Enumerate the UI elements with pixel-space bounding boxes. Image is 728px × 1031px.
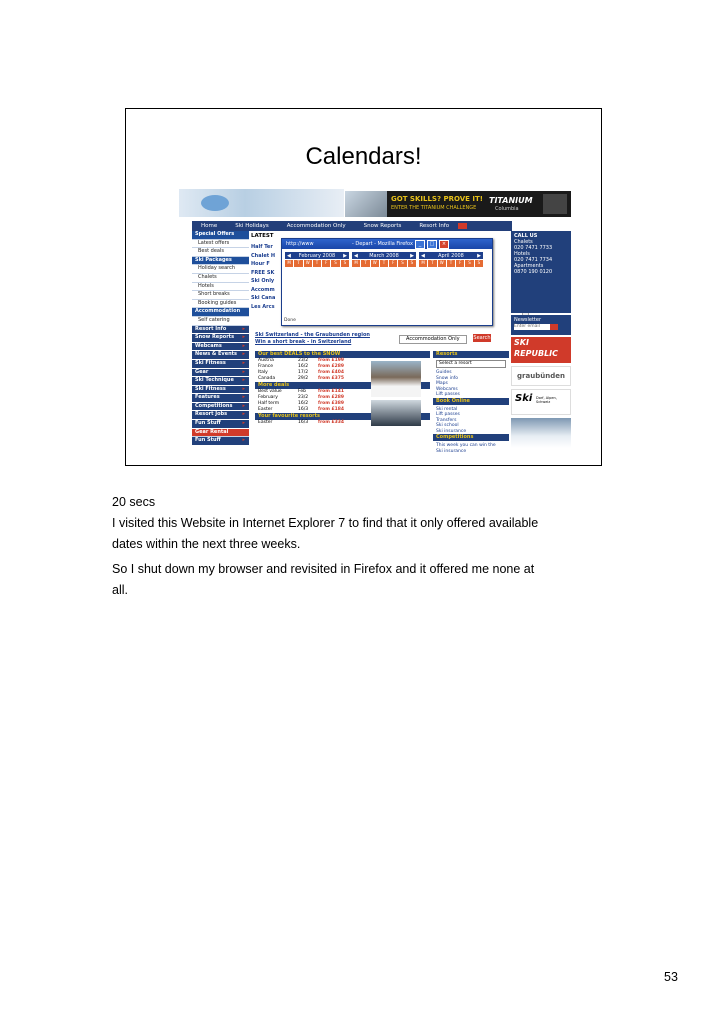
offer-link[interactable]: FREE SK: [251, 269, 275, 276]
calendar-day-cell[interactable]: [465, 268, 473, 275]
deal-place: Best value: [258, 389, 282, 394]
calendar-day-cell[interactable]: [371, 298, 379, 305]
calendar-day-cell[interactable]: [408, 290, 416, 297]
calendar-day-cell[interactable]: [398, 283, 406, 290]
weekday-label: T: [361, 260, 369, 267]
calendar-day-cell[interactable]: [447, 275, 455, 282]
weekday-label: M: [285, 260, 293, 267]
offer-link[interactable]: Ski Only: [251, 278, 275, 284]
calendar-day-cell[interactable]: [313, 268, 321, 275]
slide-frame: [125, 108, 602, 466]
calendar-day-cell[interactable]: [438, 298, 446, 305]
resort-link[interactable]: Guides: [436, 370, 452, 375]
calendar-month: [419, 252, 483, 304]
leftnav-item[interactable]: Booking guides: [192, 300, 249, 309]
leftnav-item[interactable]: Latest offers: [192, 240, 249, 249]
ski-dorf-ad[interactable]: [511, 389, 571, 415]
calendar-month: [352, 252, 416, 304]
calendar-day-cell[interactable]: [285, 298, 293, 305]
calendar-day-cell[interactable]: [380, 283, 388, 290]
offer-link[interactable]: Accomm: [251, 286, 275, 293]
weekday-label: S: [475, 260, 483, 267]
deal-place: February: [258, 395, 278, 400]
calendar-grid: [419, 260, 483, 304]
leftnav-item[interactable]: Accommodation: [192, 308, 249, 317]
calendar-day-cell[interactable]: [313, 275, 321, 282]
leftnav-item[interactable]: Holiday search: [192, 265, 249, 274]
weekday-label: T: [294, 260, 302, 267]
prev-month-icon[interactable]: ◀: [421, 252, 425, 259]
call-line: 020 7471 7734: [514, 257, 553, 263]
leftnav-item[interactable]: Best deals: [192, 248, 249, 257]
calendar-day-cell[interactable]: [408, 275, 416, 282]
leftnav-item[interactable]: Gear Rental: [192, 429, 249, 438]
calendar-day-cell[interactable]: [456, 283, 464, 290]
calendar-day-cell[interactable]: [285, 290, 293, 297]
site-logo: [179, 189, 344, 217]
book-online-header: Book Online: [433, 398, 509, 405]
resort-links: [433, 370, 509, 398]
maximize-icon[interactable]: □: [427, 240, 437, 249]
call-line: 020 7471 7733: [514, 245, 553, 251]
calendar-day-cell[interactable]: [438, 290, 446, 297]
favourite-resorts-header: Your favourite resorts: [255, 413, 430, 420]
switzerland-link[interactable]: Ski Switzerland - the Graubunden region: [255, 332, 370, 338]
call-us-box: [511, 231, 571, 313]
weekday-label: F: [456, 260, 464, 267]
chalet-photo: [371, 361, 421, 397]
leftnav-item[interactable]: Self catering: [192, 317, 249, 326]
graubunden-ad[interactable]: graubünden: [511, 366, 571, 386]
call-line: Chalets: [514, 239, 533, 245]
close-icon[interactable]: ×: [439, 240, 449, 249]
calendar-day-cell[interactable]: [352, 290, 360, 297]
call-us-title: CALL US: [514, 233, 538, 239]
leftnav-item[interactable]: Resort Info ▸: [192, 326, 249, 335]
weekday-label: T: [313, 260, 321, 267]
book-links: [433, 407, 509, 435]
deal-price: from £389: [318, 401, 345, 406]
deal-date: Feb: [298, 389, 306, 394]
calendar-day-cell[interactable]: [361, 268, 369, 275]
flag-icon[interactable]: [458, 223, 467, 229]
deal-price: from £334: [318, 420, 345, 425]
ad-line: REPUBLIC: [514, 349, 559, 358]
deal-price: from £289: [318, 364, 345, 369]
ad-logo: Ski: [515, 393, 533, 404]
calendar-day-cell[interactable]: [389, 298, 397, 305]
calendar-day-cell[interactable]: [313, 283, 321, 290]
brand-mark-icon: [543, 194, 567, 214]
nav-resort-info[interactable]: Resort Info: [419, 223, 450, 229]
competition-text: This week you can win the: [436, 443, 496, 448]
weekday-label: S: [331, 260, 339, 267]
next-month-icon[interactable]: ▶: [343, 252, 347, 259]
calendar-day-cell[interactable]: [380, 268, 388, 275]
calendar-day-cell[interactable]: [294, 298, 302, 305]
calendar-day-cell[interactable]: [371, 275, 379, 282]
popup-status: Done: [284, 318, 296, 323]
weekday-label: W: [304, 260, 312, 267]
prev-month-icon[interactable]: ◀: [354, 252, 358, 259]
weekday-label: T: [428, 260, 436, 267]
calendar-day-cell[interactable]: [313, 290, 321, 297]
calendar-day-cell[interactable]: [361, 275, 369, 282]
calendar-day-cell[interactable]: [304, 283, 312, 290]
calendar-day-cell[interactable]: [322, 290, 330, 297]
offer-link[interactable]: Half Ter: [251, 244, 273, 250]
calendar-day-cell[interactable]: [294, 283, 302, 290]
calendar-header: [352, 252, 416, 259]
caption-line: So I shut down my browser and revisited in Firefox and it offered me none at: [112, 562, 535, 576]
calendar-day-cell[interactable]: [331, 275, 339, 282]
calendar-day-cell[interactable]: [322, 283, 330, 290]
calendar-day-cell[interactable]: [322, 268, 330, 275]
calendar-grid: [352, 260, 416, 304]
resort-link[interactable]: Lift passes: [436, 412, 460, 417]
switzerland-promo: [255, 332, 370, 346]
calendar-day-cell[interactable]: [341, 290, 349, 297]
calendar-day-cell[interactable]: [456, 290, 464, 297]
deal-date: 23/2: [298, 358, 309, 363]
leftnav-item[interactable]: Fun Stuff ▸: [192, 437, 249, 446]
calendar-day-cell[interactable]: [419, 283, 427, 290]
leftnav-item[interactable]: Ski Fitness ▸: [192, 360, 249, 369]
minimize-icon[interactable]: _: [415, 240, 425, 249]
calendar-day-cell[interactable]: [408, 268, 416, 275]
calendar-day-cell[interactable]: [380, 290, 388, 297]
calendar-day-cell[interactable]: [438, 275, 446, 282]
leftnav-item[interactable]: Chalets: [192, 274, 249, 283]
calendar-month: [285, 252, 349, 304]
deal-date: 16/2: [298, 401, 309, 406]
calendar-day-cell[interactable]: [398, 275, 406, 282]
calendar-day-cell[interactable]: [428, 283, 436, 290]
newsletter-email-input[interactable]: Enter email: [514, 324, 550, 330]
logo-mark-icon: [201, 195, 229, 211]
deal-date: 29/2: [298, 376, 309, 381]
popup-titlebar[interactable]: [282, 239, 492, 249]
banner-brand-sub: Columbia: [495, 206, 519, 212]
calendar-day-cell[interactable]: [331, 283, 339, 290]
caption-line: I visited this Website in Internet Explorer 7 to find that it only offered available: [112, 516, 539, 530]
calendar-day-cell[interactable]: [285, 275, 293, 282]
banner-brand: TITANIUM: [489, 196, 533, 205]
calendar-day-cell[interactable]: [389, 283, 397, 290]
leftnav-item[interactable]: Features ▸: [192, 394, 249, 403]
advert-banner[interactable]: [345, 191, 571, 217]
leftnav-item[interactable]: Ski Packages: [192, 257, 249, 266]
weekday-label: M: [419, 260, 427, 267]
deal-date: 16/3: [298, 420, 309, 425]
caption-line: all.: [112, 583, 128, 597]
calendar-day-cell[interactable]: [341, 283, 349, 290]
deals-header: Our best DEALS to the SNOW: [255, 351, 430, 358]
calendar-day-cell[interactable]: [456, 268, 464, 275]
calendar-day-cell[interactable]: [398, 268, 406, 275]
calendar-day-cell[interactable]: [428, 275, 436, 282]
calendar-day-cell[interactable]: [331, 298, 339, 305]
website-screenshot: [179, 189, 571, 454]
calendar-day-cell[interactable]: [389, 275, 397, 282]
weekday-label: W: [371, 260, 379, 267]
more-deals-header: More deals: [255, 382, 430, 389]
competition-link[interactable]: Ski insurance: [436, 448, 467, 454]
newsletter-label: Newsletter: [514, 317, 542, 323]
prev-month-icon[interactable]: ◀: [287, 252, 291, 259]
calendar-day-cell[interactable]: [465, 283, 473, 290]
weekday-label: W: [438, 260, 446, 267]
weekday-label: S: [465, 260, 473, 267]
deal-date: 23/2: [298, 395, 309, 400]
calendar-day-cell[interactable]: [294, 268, 302, 275]
weekday-label: T: [380, 260, 388, 267]
calendar-day-cell[interactable]: [341, 275, 349, 282]
resort-link[interactable]: Ski insurance: [436, 428, 467, 434]
newsletter-box: [511, 315, 571, 335]
deal-price: from £404: [318, 370, 345, 375]
calendar-day-cell[interactable]: [352, 275, 360, 282]
resort-link[interactable]: Transfers: [436, 417, 457, 423]
calendar-day-cell[interactable]: [447, 283, 455, 290]
weekday-label: F: [322, 260, 330, 267]
call-line: 0870 190 0120: [514, 269, 553, 275]
short-break-link[interactable]: Win a short break - in Switzerland: [255, 339, 352, 345]
calendar-day-cell[interactable]: [294, 290, 302, 297]
call-line: Apartments: [514, 263, 544, 269]
calendar-day-cell[interactable]: [398, 290, 406, 297]
calendar-day-cell[interactable]: [475, 283, 483, 290]
latest-links: [251, 243, 275, 311]
calendar-day-cell[interactable]: [475, 268, 483, 275]
deal-price: from £141: [318, 389, 345, 394]
leftnav-item[interactable]: Fun Stuff ▸: [192, 420, 249, 429]
calendar-day-cell[interactable]: [371, 290, 379, 297]
popup-url: http://www: [286, 241, 314, 247]
nav-accommodation-only[interactable]: Accommodation Only: [286, 223, 346, 229]
calendar-day-cell[interactable]: [352, 298, 360, 305]
calendar-header: [285, 252, 349, 259]
resort-select[interactable]: Select a resort: [436, 360, 506, 368]
calendar-day-cell[interactable]: [475, 298, 483, 305]
calendar-day-cell[interactable]: [389, 268, 397, 275]
offer-link[interactable]: Chalet H: [251, 252, 276, 259]
calendar-day-cell[interactable]: [304, 268, 312, 275]
calendar-day-cell[interactable]: [438, 268, 446, 275]
deal-place: Easter: [258, 407, 273, 412]
calendar-day-cell[interactable]: [341, 298, 349, 305]
deal-place: Italy: [258, 370, 268, 375]
latest-heading: LATEST: [251, 233, 274, 239]
resort-link[interactable]: Ski school: [436, 423, 459, 428]
calendar-header: [419, 252, 483, 259]
resort-link[interactable]: Maps: [436, 381, 448, 386]
calendar-day-cell[interactable]: [456, 298, 464, 305]
leftnav-item[interactable]: Competitions ▸: [192, 403, 249, 412]
deal-date: 17/2: [298, 370, 309, 375]
top-navigation: [192, 221, 512, 231]
right-column: [511, 231, 571, 429]
caption-line: 20 secs: [112, 495, 156, 509]
banner-photo: [345, 191, 387, 217]
deal-place: France: [258, 364, 273, 369]
leftnav-item[interactable]: Short breaks: [192, 291, 249, 300]
banner-headline: GOT SKILLS? PROVE IT!: [391, 195, 483, 203]
deal-date: 16/2: [298, 364, 309, 369]
deal-place: Austria: [258, 358, 274, 363]
calendar-day-cell[interactable]: [285, 283, 293, 290]
competitions-header: Competitions: [433, 434, 509, 441]
calendar-day-cell[interactable]: [322, 298, 330, 305]
calendar-day-cell[interactable]: [419, 268, 427, 275]
weekday-label: S: [398, 260, 406, 267]
leftnav-item[interactable]: Gear ▸: [192, 369, 249, 378]
resort-link[interactable]: Webcams: [436, 386, 458, 392]
calendar-month-label: April 2008: [438, 252, 464, 259]
next-month-icon[interactable]: ▶: [477, 252, 481, 259]
deal-price: from £199: [318, 358, 345, 363]
calendar-day-cell[interactable]: [428, 298, 436, 305]
nav-home[interactable]: Home: [201, 223, 218, 229]
calendar-day-cell[interactable]: [352, 283, 360, 290]
calendar-day-cell[interactable]: [352, 268, 360, 275]
calendar-day-cell[interactable]: [294, 275, 302, 282]
nav-ski-holidays[interactable]: Ski Holidays: [235, 223, 269, 229]
calendar-day-cell[interactable]: [380, 275, 388, 282]
offer-link[interactable]: Les Arcs: [251, 303, 275, 310]
calendar-day-cell[interactable]: [361, 290, 369, 297]
resort-link[interactable]: Lift passes: [436, 392, 460, 397]
next-month-icon[interactable]: ▶: [410, 252, 414, 259]
offer-link[interactable]: Hour F: [251, 261, 270, 267]
resort-link[interactable]: Snow info: [436, 375, 459, 381]
calendar-day-cell[interactable]: [465, 298, 473, 305]
calendar-day-cell[interactable]: [380, 298, 388, 305]
calendar-day-cell[interactable]: [438, 283, 446, 290]
calendar-day-cell[interactable]: [285, 268, 293, 275]
left-navigation: [192, 231, 249, 444]
calendar-day-cell[interactable]: [475, 290, 483, 297]
page-number: 53: [664, 970, 678, 984]
calendar-day-cell[interactable]: [428, 268, 436, 275]
leftnav-item[interactable]: News & Events ▸: [192, 351, 249, 360]
calendar-day-cell[interactable]: [331, 268, 339, 275]
calendar-day-cell[interactable]: [419, 298, 427, 305]
deal-place: Canada: [258, 376, 276, 381]
calendar-months: [282, 249, 492, 304]
calendar-grid: [285, 260, 349, 304]
calendar-day-cell[interactable]: [408, 283, 416, 290]
leftnav-item[interactable]: Snow Reports ▸: [192, 334, 249, 343]
calendar-day-cell[interactable]: [304, 290, 312, 297]
search-button[interactable]: Search: [473, 335, 491, 341]
caption-line: dates within the next three weeks.: [112, 537, 301, 551]
deal-date: 16/3: [298, 407, 309, 412]
calendar-day-cell[interactable]: [475, 275, 483, 282]
resort-link[interactable]: Ski rental: [436, 406, 458, 412]
firefox-calendar-popup[interactable]: [281, 238, 493, 326]
mountain-photo-ad[interactable]: [511, 418, 571, 448]
calendar-day-cell[interactable]: [408, 298, 416, 305]
ski-republic-ad[interactable]: [511, 337, 571, 363]
banner-subline: ENTER THE TITANIUM CHALLENGE: [391, 205, 477, 211]
calendar-day-cell[interactable]: [331, 290, 339, 297]
call-line: Hotels: [514, 251, 530, 257]
popup-title: - Depart - Mozilla Firefox: [352, 241, 413, 247]
calendar-day-cell[interactable]: [371, 283, 379, 290]
calendar-day-cell[interactable]: [398, 298, 406, 305]
calendar-day-cell[interactable]: [465, 290, 473, 297]
calendar-day-cell[interactable]: [389, 290, 397, 297]
deal-price: from £184: [318, 407, 345, 412]
weekday-label: F: [389, 260, 397, 267]
calendar-day-cell[interactable]: [419, 275, 427, 282]
leftnav-item[interactable]: Resort Jobs ▸: [192, 411, 249, 420]
deal-price: from £375: [318, 376, 345, 381]
offer-link[interactable]: Ski Cana: [251, 295, 276, 301]
newsletter-go-button[interactable]: [550, 324, 558, 330]
weekday-label: T: [447, 260, 455, 267]
calendar-day-cell[interactable]: [361, 298, 369, 305]
calendar-day-cell[interactable]: [313, 298, 321, 305]
calendar-day-cell[interactable]: [465, 275, 473, 282]
resorts-panel: [433, 351, 509, 454]
leftnav-item[interactable]: Ski Fitness ▸: [192, 386, 249, 395]
deal-place: Half term: [258, 401, 280, 406]
deal-place: Easter: [258, 420, 273, 425]
calendar-day-cell[interactable]: [371, 268, 379, 275]
calendar-day-cell[interactable]: [447, 290, 455, 297]
main-content: [251, 231, 509, 454]
calendar-day-cell[interactable]: [361, 283, 369, 290]
ad-text: Dorf, Alpen, Schweiz: [536, 396, 557, 404]
calendar-day-cell[interactable]: [419, 290, 427, 297]
slide-title: Calendars!: [305, 143, 422, 170]
leftnav-item[interactable]: Special Offers: [192, 231, 249, 240]
nav-snow-reports[interactable]: Snow Reports: [363, 223, 402, 229]
weekday-label: S: [408, 260, 416, 267]
leftnav-item[interactable]: Ski Technique ▸: [192, 377, 249, 386]
calendar-day-cell[interactable]: [304, 298, 312, 305]
deal-price: from £289: [318, 395, 345, 400]
calendar-month-label: March 2008: [369, 252, 399, 259]
resorts-header: Resorts: [433, 351, 509, 358]
leftnav-item[interactable]: Webcams ▸: [192, 343, 249, 352]
accommodation-only-radio[interactable]: Accommodation Only: [399, 335, 467, 344]
calendar-day-cell[interactable]: [322, 275, 330, 282]
calendar-day-cell[interactable]: [304, 275, 312, 282]
calendar-month-label: February 2008: [298, 252, 336, 259]
calendar-day-cell[interactable]: [428, 290, 436, 297]
calendar-day-cell[interactable]: [447, 298, 455, 305]
leftnav-item[interactable]: Hotels: [192, 283, 249, 292]
weekday-label: M: [352, 260, 360, 267]
weekday-label: S: [341, 260, 349, 267]
calendar-day-cell[interactable]: [341, 268, 349, 275]
calendar-day-cell[interactable]: [447, 268, 455, 275]
ad-line: SKI: [514, 338, 529, 347]
gear-photo: [371, 400, 421, 426]
calendar-day-cell[interactable]: [456, 275, 464, 282]
